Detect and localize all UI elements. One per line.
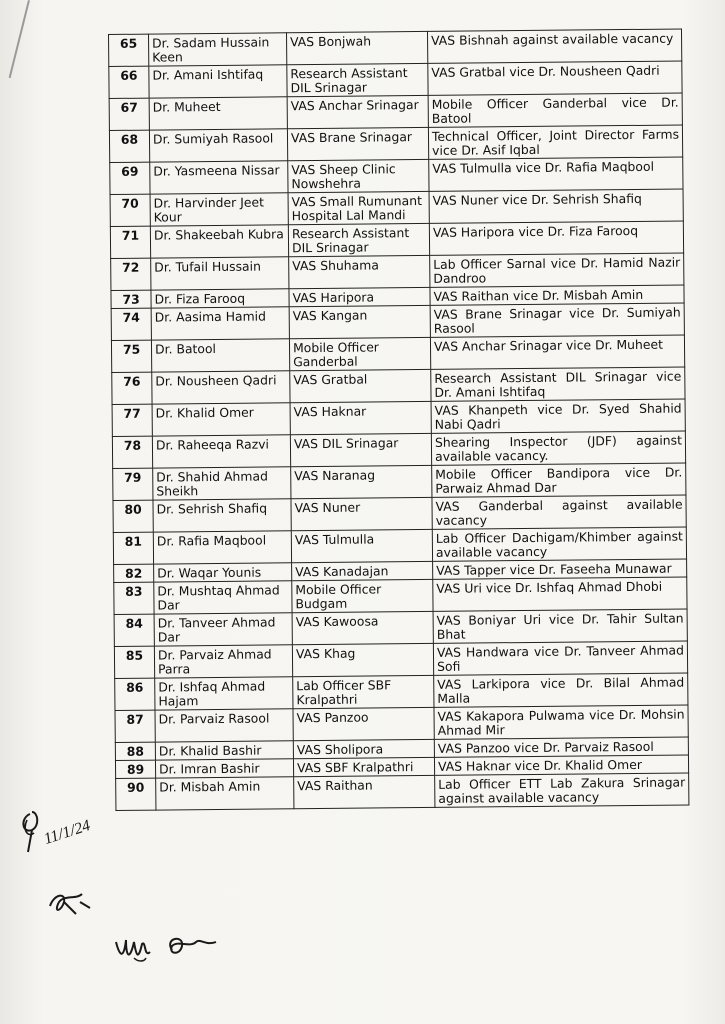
transferred-to-cell: VAS Ganderbal against available vacancy — [432, 495, 686, 529]
present-posting-cell: VAS Shuhama — [289, 255, 430, 288]
transferred-to-cell: Mobile Officer Bandipora vice Dr. Parwaiz Ahmad Dar — [432, 463, 686, 497]
transferred-to-cell: VAS Haknar vice Dr. Khalid Omer — [434, 755, 688, 775]
transferred-to-cell: VAS Brane Srinagar vice Dr. Sumiyah Rasool — [430, 303, 684, 337]
officer-name-cell: Dr. Tanveer Ahmad Dar — [154, 613, 292, 646]
transferred-to-cell: VAS Tulmulla vice Dr. Rafia Maqbool — [429, 157, 683, 191]
officer-name-cell: Dr. Sehrish Shafiq — [153, 499, 291, 532]
transferred-to-cell: VAS Nuner vice Dr. Sehrish Shafiq — [429, 189, 683, 223]
present-posting-cell: VAS Brane Srinagar — [287, 127, 428, 160]
transferred-to-cell: Lab Officer ETT Lab Zakura Srinagar against available vacancy — [435, 773, 689, 807]
officer-name-cell: Dr. Misbah Amin — [156, 777, 294, 810]
present-posting-cell: VAS Gratbal — [290, 369, 431, 402]
transferred-to-cell: VAS Kakapora Pulwama vice Dr. Mohsin Ahmad Mir — [434, 705, 688, 739]
officer-name-cell: Dr. Rafia Maqbool — [153, 531, 291, 564]
present-posting-cell: Lab Officer SBF Kralpathri — [293, 675, 434, 708]
officer-name-cell: Dr. Yasmeena Nissar — [150, 161, 288, 194]
serial-number-cell: 82 — [114, 564, 154, 582]
present-posting-cell: VAS Bonjwah — [286, 31, 427, 64]
officer-name-cell: Dr. Batool — [151, 339, 289, 372]
transferred-to-cell: Mobile Officer Ganderbal vice Dr. Batool — [428, 93, 682, 127]
transferred-to-cell: Lab Officer Dachigam/Khimber against available vacancy — [432, 527, 686, 561]
serial-number-cell: 84 — [114, 614, 154, 646]
serial-number-cell: 76 — [112, 372, 152, 404]
transferred-to-cell: Technical Officer, Joint Director Farms vice Dr. Asif Iqbal — [428, 125, 682, 159]
officer-name-cell: Dr. Tufail Hussain — [151, 257, 289, 290]
present-posting-cell: VAS Small Rumunant Hospital Lal Mandi — [288, 191, 429, 224]
serial-number-cell: 67 — [109, 98, 149, 130]
serial-number-cell: 77 — [112, 404, 152, 436]
officer-name-cell: Dr. Waqar Younis — [154, 563, 292, 582]
present-posting-cell: VAS Kanadajan — [292, 561, 433, 580]
transferred-to-cell: VAS Tapper vice Dr. Faseeha Munawar — [433, 559, 687, 579]
serial-number-cell: 69 — [110, 162, 150, 194]
present-posting-cell: Research Assistant DIL Srinagar — [287, 63, 428, 96]
transferred-to-cell: VAS Khanpeth vice Dr. Syed Shahid Nabi Qadri — [431, 399, 685, 433]
serial-number-cell: 73 — [111, 290, 151, 308]
officer-name-cell: Dr. Parvaiz Ahmad Parra — [154, 645, 292, 678]
present-posting-cell: VAS Nuner — [291, 497, 432, 530]
officer-name-cell: Dr. Sadam Hussain Keen — [149, 33, 287, 66]
transferred-to-cell: Lab Officer Sarnal vice Dr. Hamid Nazir Dandroo — [430, 253, 684, 287]
present-posting-cell: VAS SBF Kralpathri — [293, 757, 434, 776]
transferred-to-cell: VAS Anchar Srinagar vice Dr. Muheet — [430, 335, 684, 369]
officer-name-cell: Dr. Mushtaq Ahmad Dar — [154, 581, 292, 614]
officer-name-cell: Dr. Muheet — [149, 97, 287, 130]
serial-number-cell: 81 — [113, 532, 153, 564]
transferred-to-cell: VAS Boniyar Uri vice Dr. Tahir Sultan Bhat — [433, 609, 687, 643]
transferred-to-cell: VAS Raithan vice Dr. Misbah Amin — [430, 285, 684, 305]
officer-name-cell: Dr. Khalid Bashir — [155, 741, 293, 760]
transferred-to-cell: VAS Panzoo vice Dr. Parvaiz Rasool — [434, 737, 688, 757]
serial-number-cell: 85 — [114, 646, 154, 678]
serial-number-cell: 75 — [111, 340, 151, 372]
present-posting-cell: VAS Tulmulla — [291, 529, 432, 562]
officer-name-cell: Dr. Shahid Ahmad Sheikh — [153, 467, 291, 500]
serial-number-cell: 78 — [112, 436, 152, 468]
present-posting-cell: Research Assistant DIL Srinagar — [288, 223, 429, 256]
present-posting-cell: VAS Sheep Clinic Nowshehra — [288, 159, 429, 192]
serial-number-cell: 74 — [111, 308, 151, 340]
serial-number-cell: 65 — [109, 34, 149, 66]
present-posting-cell: VAS DIL Srinagar — [290, 433, 431, 466]
serial-number-cell: 88 — [115, 742, 155, 760]
present-posting-cell: VAS Haknar — [290, 401, 431, 434]
serial-number-cell: 72 — [111, 258, 151, 290]
serial-number-cell: 68 — [109, 130, 149, 162]
signature-initial-date — [18, 800, 108, 860]
serial-number-cell: 90 — [116, 778, 156, 810]
table-row — [116, 773, 689, 810]
present-posting-cell: VAS Kangan — [289, 305, 430, 338]
serial-number-cell: 70 — [110, 194, 150, 226]
present-posting-cell: VAS Panzoo — [293, 707, 434, 740]
transferred-to-cell: VAS Larkipora vice Dr. Bilal Ahmad Malla — [434, 673, 688, 707]
transferred-to-cell: VAS Uri vice Dr. Ishfaq Ahmad Dhobi — [433, 577, 687, 611]
officer-name-cell: Dr. Aasima Hamid — [151, 307, 289, 340]
serial-number-cell: 86 — [115, 678, 155, 710]
officer-name-cell: Dr. Parvaiz Rasool — [155, 709, 293, 742]
present-posting-cell: VAS Anchar Srinagar — [287, 95, 428, 128]
signature-scribble-1 — [46, 888, 96, 918]
officer-name-cell: Dr. Imran Bashir — [155, 759, 293, 778]
transfer-order-table — [108, 28, 689, 810]
serial-number-cell: 80 — [113, 500, 153, 532]
serial-number-cell: 71 — [110, 226, 150, 258]
serial-number-cell: 79 — [113, 468, 153, 500]
officer-name-cell: Dr. Ishfaq Ahmad Hajam — [155, 677, 293, 710]
transferred-to-cell: Research Assistant DIL Srinagar vice Dr. Amani Ishtifaq — [431, 367, 685, 401]
present-posting-cell: VAS Sholipora — [293, 739, 434, 758]
serial-number-cell: 66 — [109, 66, 149, 98]
officer-name-cell: Dr. Shakeebah Kubra — [150, 225, 288, 258]
officer-name-cell: Dr. Fiza Farooq — [151, 289, 289, 308]
serial-number-cell: 89 — [115, 760, 155, 778]
present-posting-cell: VAS Haripora — [289, 287, 430, 306]
present-posting-cell: VAS Khag — [292, 643, 433, 676]
present-posting-cell: Mobile Officer Ganderbal — [289, 337, 430, 370]
present-posting-cell: VAS Kawoosa — [292, 611, 433, 644]
transferred-to-cell: VAS Gratbal vice Dr. Nousheen Qadri — [428, 61, 682, 95]
officer-name-cell: Dr. Amani Ishtifaq — [149, 65, 287, 98]
serial-number-cell: 83 — [114, 582, 154, 614]
present-posting-cell: Mobile Officer Budgam — [292, 579, 433, 612]
transferred-to-cell: VAS Handwara vice Dr. Tanveer Ahmad Sofi — [433, 641, 687, 675]
present-posting-cell: VAS Raithan — [294, 775, 435, 808]
signature-scribble-2 — [112, 928, 232, 968]
officer-name-cell: Dr. Nousheen Qadri — [152, 371, 290, 404]
transferred-to-cell: VAS Bishnah against available vacancy — [427, 29, 681, 63]
officer-name-cell: Dr. Khalid Omer — [152, 403, 290, 436]
officer-name-cell: Dr. Harvinder Jeet Kour — [150, 193, 288, 226]
transferred-to-cell: Shearing Inspector (JDF) against available vacancy. — [431, 431, 685, 465]
officer-name-cell: Dr. Raheeqa Razvi — [152, 435, 290, 468]
officer-name-cell: Dr. Sumiyah Rasool — [149, 129, 287, 162]
serial-number-cell: 87 — [115, 710, 155, 742]
signature-date-text: 11/1/24 — [41, 817, 93, 848]
present-posting-cell: VAS Naranag — [291, 465, 432, 498]
transferred-to-cell: VAS Haripora vice Dr. Fiza Farooq — [429, 221, 683, 255]
